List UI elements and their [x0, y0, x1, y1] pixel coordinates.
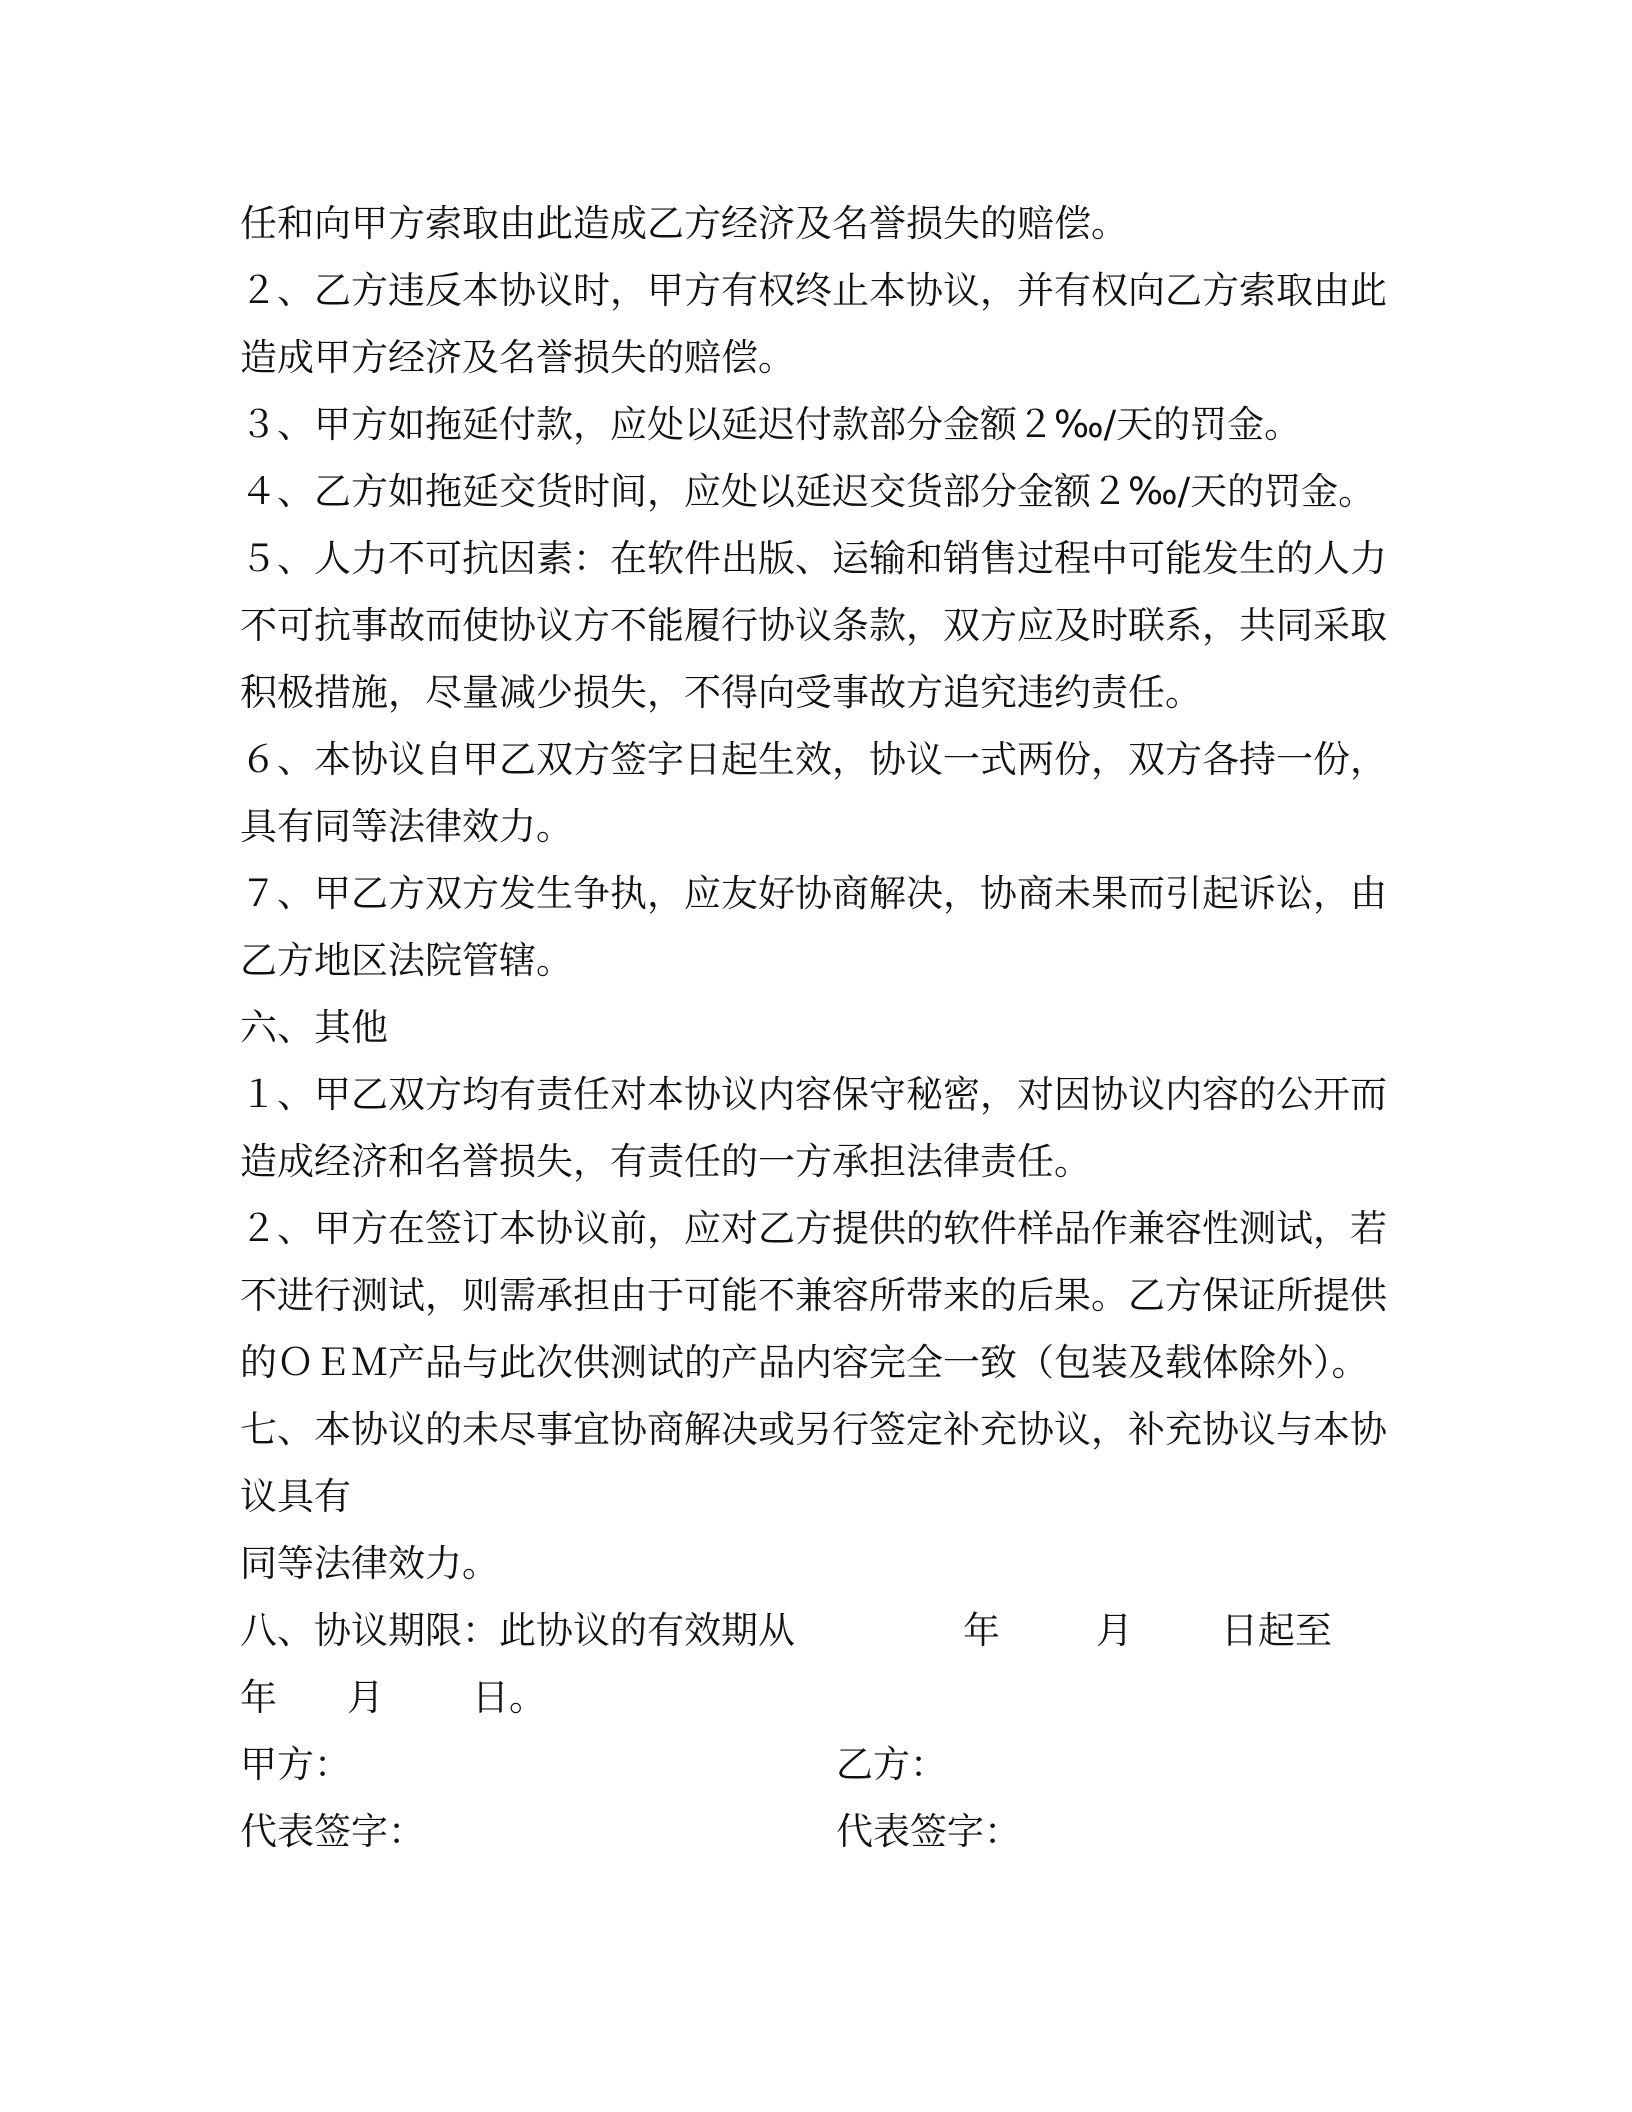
document-body — [240, 190, 1400, 1865]
term-end-line — [240, 1664, 1400, 1731]
text-line: ２、甲方在签订本协议前，应对乙方提供的软件样品作兼容性测试，若 — [240, 1207, 1387, 1250]
text-line: １、甲乙双方均有责任对本协议内容保守秘密，对因协议内容的公开而 — [240, 1073, 1387, 1116]
signature-row — [240, 1798, 1400, 1865]
text-line: ６、本协议自甲乙双方签字日起生效，协议一式两份，双方各持一份， — [240, 738, 1387, 781]
term-year-end: 年 — [240, 1676, 277, 1719]
text-line: 造成经济和名誉损失，有责任的一方承担法律责任。 — [240, 1140, 1091, 1183]
text-line: 任和向甲方索取由此造成乙方经济及名誉损失的赔偿。 — [240, 202, 1128, 245]
text-line: 不进行测试，则需承担由于可能不兼容所带来的后果。乙方保证所提供 — [240, 1274, 1387, 1317]
text-line: 造成甲方经济及名誉损失的赔偿。 — [240, 336, 795, 379]
party-row — [240, 1731, 1400, 1798]
text-line: 乙方地区法院管辖。 — [240, 939, 573, 982]
term-month-end: 月 — [347, 1676, 384, 1719]
term-month-start: 月 — [1096, 1609, 1133, 1652]
party-b-signature-label: 代表签字： — [836, 1810, 1021, 1853]
text-line: 积极措施，尽量减少损失，不得向受事故方追究违约责任。 — [240, 671, 1202, 714]
text-line: ３、甲方如拖延付款，应处以延迟付款部分金额２‰/天的罚金。 — [240, 403, 1302, 446]
party-a-label: 甲方： — [240, 1743, 351, 1786]
term-day-start: 日起至 — [1221, 1609, 1332, 1652]
text-line: 不可抗事故而使协议方不能履行协议条款，双方应及时联系，共同采取 — [240, 604, 1387, 647]
text-line: ７、甲乙方双方发生争执，应友好协商解决，协商未果而引起诉讼，由 — [240, 872, 1387, 915]
text-line: 同等法律效力。 — [240, 1542, 499, 1585]
term-prefix: 八、协议期限：此协议的有效期从 — [240, 1609, 795, 1652]
term-day-end: 日。 — [472, 1676, 546, 1719]
term-line — [240, 1597, 1400, 1664]
text-line: 议具有 — [240, 1475, 351, 1518]
party-a-signature-label: 代表签字： — [240, 1810, 425, 1853]
text-line: ４、乙方如拖延交货时间，应处以延迟交货部分金额２‰/天的罚金。 — [240, 470, 1376, 513]
text-line: 七、本协议的未尽事宜协商解决或另行签定补充协议，补充协议与本协 — [240, 1408, 1387, 1451]
text-line: ２、乙方违反本协议时，甲方有权终止本协议，并有权向乙方索取由此 — [240, 269, 1387, 312]
section-heading: 六、其他 — [240, 1006, 388, 1049]
term-year-start: 年 — [963, 1609, 1000, 1652]
text-line: 具有同等法律效力。 — [240, 805, 573, 848]
text-line: 的ＯＥＭ产品与此次供测试的产品内容完全一致（包装及载体除外）。 — [240, 1341, 1369, 1384]
party-b-label: 乙方： — [836, 1743, 947, 1786]
text-line: ５、人力不可抗因素：在软件出版、运输和销售过程中可能发生的人力 — [240, 537, 1387, 580]
